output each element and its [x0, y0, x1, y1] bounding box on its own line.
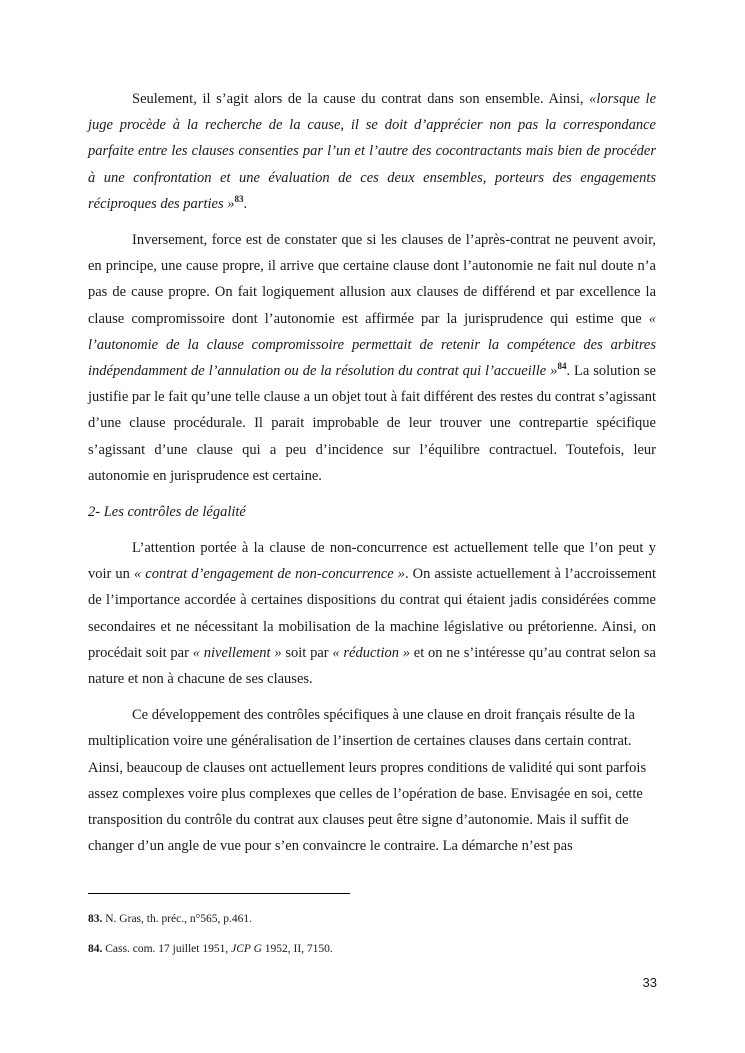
quotation: « contrat d’engagement de non-concurrence » [133, 566, 405, 583]
body-text [88, 86, 656, 859]
footnote-number: 84. [88, 943, 103, 955]
page-number: 33 [642, 975, 657, 990]
paragraph-text: et on ne s’intéresse qu’au contrat selon sa nature et non à chacune de ses clauses. [88, 644, 656, 688]
paragraph-text: L’attention portée à la clause de non-concurrence est actuellement telle que l’on peut y voir un [88, 540, 656, 583]
footnote-journal: JCP G [231, 943, 262, 955]
paragraph-text: Inversement, force est de constater que si les clauses de l’après-contrat ne peuvent avoir, en principe, une cause propre, il arrive que certaine clause dont l’autonomie ne fait nul doute n’a pas de cause propre. On fait logiquement allusion aux clauses de différend et par excellence la clause compromissoire dont l’autonomie est affirmée par la jurisprudence qui estime que [88, 232, 656, 327]
footnote-text: N. Gras, th. préc., n°565, p.461. [102, 913, 252, 925]
footnote-ref-84[interactable]: 84 [557, 361, 567, 372]
footnote-83 [88, 912, 252, 926]
footnote-ref-83[interactable]: 83 [234, 193, 244, 204]
quotation: «lorsque le juge procède à la recherche de la cause, il se doit d’apprécier non pas la correspondance parfaite entre les clauses consenties par l’un et l’autre des cocontractants mais bien de procéder à une confrontation et une évaluation de ces deux ensembles, porteurs des engagements réciproques des parties » [88, 91, 657, 212]
paragraph-clause-compromissoire [88, 227, 656, 489]
footnote-separator [88, 893, 350, 894]
paragraph-text: Seulement, il s’agit alors de la cause du contrat dans son ensemble. Ainsi, [132, 91, 590, 107]
paragraph-text: . On assiste actuellement à l’accroissement de l’importance accordée à certaines dispositions du contrat qui étaient jadis considérées comme secondaires et ne nécessitant la mobilisation de la machine législative ou prétorienne. Ainsi, on procédait soit par [88, 566, 656, 661]
paragraph-cause-ensemble [88, 86, 656, 217]
paragraph-non-concurrence [88, 535, 656, 692]
paragraph-controles-specifiques: Ce développement des contrôles spécifiques à une clause en droit français résulte de la multiplication voire une généralisation de l’insertion de certaines clauses dans certain contrat. Ainsi, beaucoup de clauses ont actuellement leurs propres conditions de validité qui sont parfois assez complexes voire plus complexes que celles de l’opération de base. Envisagée en soi, cette transposition du contrôle du contrat aux clauses peut être signe d’autonomie. Mais il suffit de changer d’un angle de vue pour s’en convaincre le contraire. La démarche n’est pas [88, 707, 647, 855]
quotation: « l’autonomie de la clause compromissoire permettait de retenir la compétence des arbitres indépendamment de l’annulation ou de la résolution du contrat qui l’accueille » [88, 310, 656, 380]
footnote-text: 1952, II, 7150. [261, 943, 333, 955]
footnote-84 [88, 942, 333, 956]
footnote-number: 83. [88, 913, 103, 925]
section-heading: 2- Les contrôles de légalité [88, 504, 246, 521]
paragraph-text: . La solution se justifie par le fait qu’une telle clause a un objet tout à fait différent des restes du contrat s’agissant d’une clause procédurale. Il parait improbable de leur trouver une contrepartie spécifique s’agissant d’une clause qui a peu d’incidence sur l’équilibre contractuel. Toutefois, leur autonomie en jurisprudence est certaine. [88, 363, 656, 484]
quotation: « nivellement » [192, 644, 282, 661]
quotation: « réduction » [332, 644, 411, 661]
paragraph-text: soit par [281, 644, 333, 661]
footnote-text: Cass. com. 17 juillet 1951, [102, 943, 232, 955]
paragraph-text: . [243, 195, 248, 212]
